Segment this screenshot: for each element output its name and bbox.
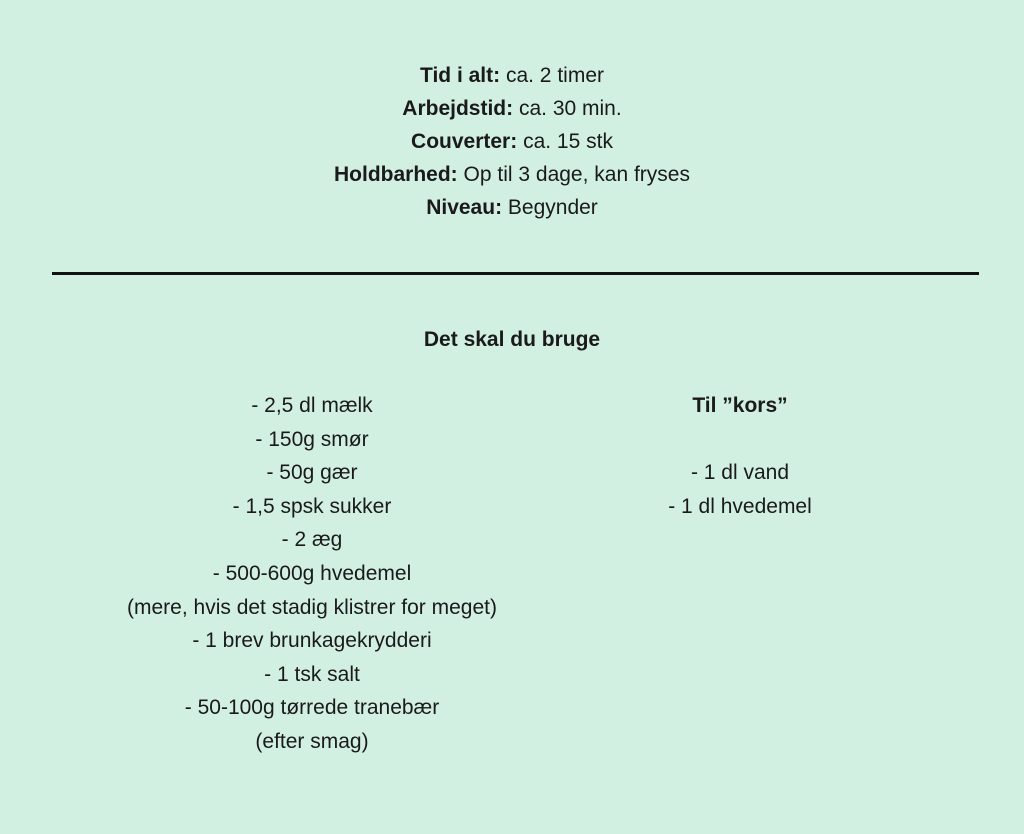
meta-label: Couverter: [411,130,518,153]
list-item: - 2 æg [281,528,343,552]
list-item: - 1 dl hvedemel [668,494,812,518]
meta-value: ca. 2 timer [500,64,604,87]
meta-value: ca. 30 min. [513,97,622,120]
list-item: - 1 brev brunkagekrydderi [192,629,432,653]
meta-label: Tid i alt: [420,64,501,87]
meta-total-time [0,59,1024,92]
list-item: - 1,5 spsk sukker [232,494,392,518]
meta-shelf-life [0,158,1024,191]
meta-value: Begynder [502,196,598,219]
list-item: - 50g gær [266,461,358,485]
meta-label: Niveau: [426,196,503,219]
list-item: - 1 dl vand [690,461,790,485]
list-item: - 2,5 dl mælk [251,394,373,417]
list-item-note: (mere, hvis det stadig klistrer for meget) [127,595,497,619]
meta-label: Holdbarhed: [334,163,458,186]
list-item: - 150g smør [255,427,369,451]
divider [52,272,979,275]
ingredients-list [52,389,572,759]
meta-servings [0,125,1024,158]
meta-work-time [0,92,1024,125]
meta-value: Op til 3 dage, kan fryses [457,163,690,186]
meta-value: ca. 15 stk [517,130,613,153]
meta-level [0,191,1024,224]
list-item: - 500-600g hvedemel [212,561,412,585]
list-item-note: (efter smag) [255,729,369,753]
meta-label: Arbejdstid: [402,97,514,120]
ingredients-title: Det skal du bruge [423,328,601,351]
list-item: - 1 tsk salt [264,662,360,686]
cross-title: Til ”kors” [692,394,788,417]
recipe-meta [0,59,1024,224]
list-item: - 50-100g tørrede tranebær [184,696,440,720]
cross-ingredients [600,389,880,523]
